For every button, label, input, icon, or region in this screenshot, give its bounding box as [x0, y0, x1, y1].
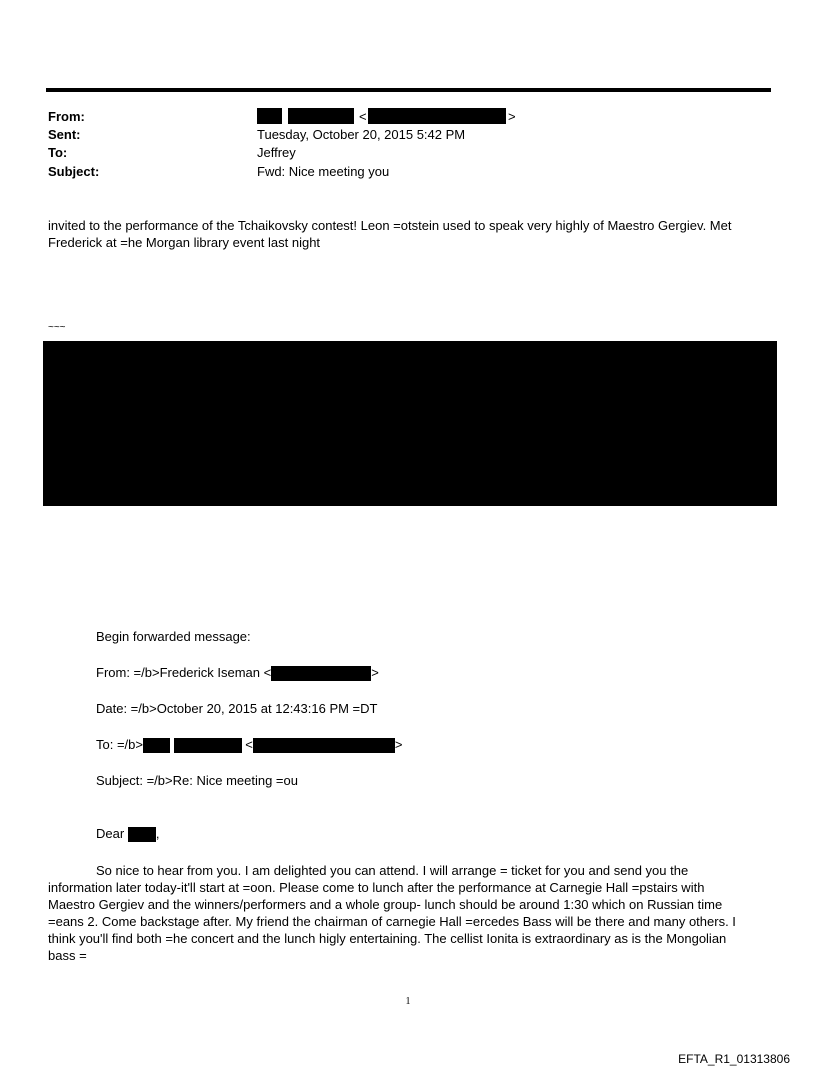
redaction-block [368, 108, 506, 124]
subject-value: Fwd: Nice meeting you [257, 164, 390, 179]
letter-line: So nice to hear from you. I am delighted you can attend. I will arrange = ticket for you and send you the [96, 863, 689, 878]
letter-line: bass = [48, 948, 87, 963]
from-gt: > [508, 109, 516, 124]
letter-line: Maestro Gergiev and the winners/performers and a whole group- lunch should be around 1:30 which on Russian time [48, 897, 723, 912]
sent-label: Sent: [48, 127, 81, 142]
redaction-block [257, 108, 282, 124]
forward-to [96, 737, 402, 753]
forward-from-suffix: > [371, 665, 379, 680]
letter-line: =eans 2. Come backstage after. My friend the chairman of carnegie Hall =ercedes Bass will be there and many others. I [48, 914, 736, 929]
letter-line: think you'll find both =he concert and the lunch higly entertaining. The cellist Ionita is extraordinary as is the Mongolian [48, 931, 727, 946]
forward-from-prefix: From: =/b>Frederick Iseman < [96, 665, 272, 680]
sent-value: Tuesday, October 20, 2015 5:42 PM [257, 127, 466, 142]
forward-date: Date: =/b>October 20, 2015 at 12:43:16 PM =DT [96, 701, 378, 716]
bates-number: EFTA_R1_01313806 [678, 1052, 790, 1066]
redaction-block [253, 738, 395, 753]
redaction-block [128, 827, 156, 842]
redaction-block [288, 108, 354, 124]
forward-to-gt: > [394, 737, 403, 752]
redaction-block [174, 738, 242, 753]
from-label: From: [48, 109, 85, 124]
forward-to-prefix: To: =/b> [96, 737, 143, 752]
forward-to-lt: < [245, 737, 253, 752]
salutation-comma: , [155, 826, 160, 841]
header-rule [46, 88, 771, 92]
page-number: 1 [405, 996, 411, 1007]
forward-intro: Begin forwarded message: [96, 629, 251, 644]
forward-from [96, 665, 379, 681]
tilde-separator: ~~~ [48, 322, 66, 333]
large-redaction-block [43, 341, 777, 506]
to-label: To: [48, 145, 68, 160]
salutation-word: Dear [96, 826, 125, 841]
redaction-block [271, 666, 371, 681]
forward-subject: Subject: =/b>Re: Nice meeting =ou [96, 773, 298, 788]
salutation [96, 826, 159, 842]
body-line: Frederick at =he Morgan library event last night [48, 235, 321, 250]
to-value: Jeffrey [257, 145, 296, 160]
letter-line: information later today-it'll start at =oon. Please come to lunch after the performance at Carnegie Hall =pstairs with [48, 880, 705, 895]
from-lt: < [359, 109, 367, 124]
body-line: invited to the performance of the Tchaikovsky contest! Leon =otstein used to speak very highly of Maestro Gergiev. Met [48, 218, 732, 233]
subject-label: Subject: [48, 164, 100, 179]
redaction-block [143, 738, 170, 753]
